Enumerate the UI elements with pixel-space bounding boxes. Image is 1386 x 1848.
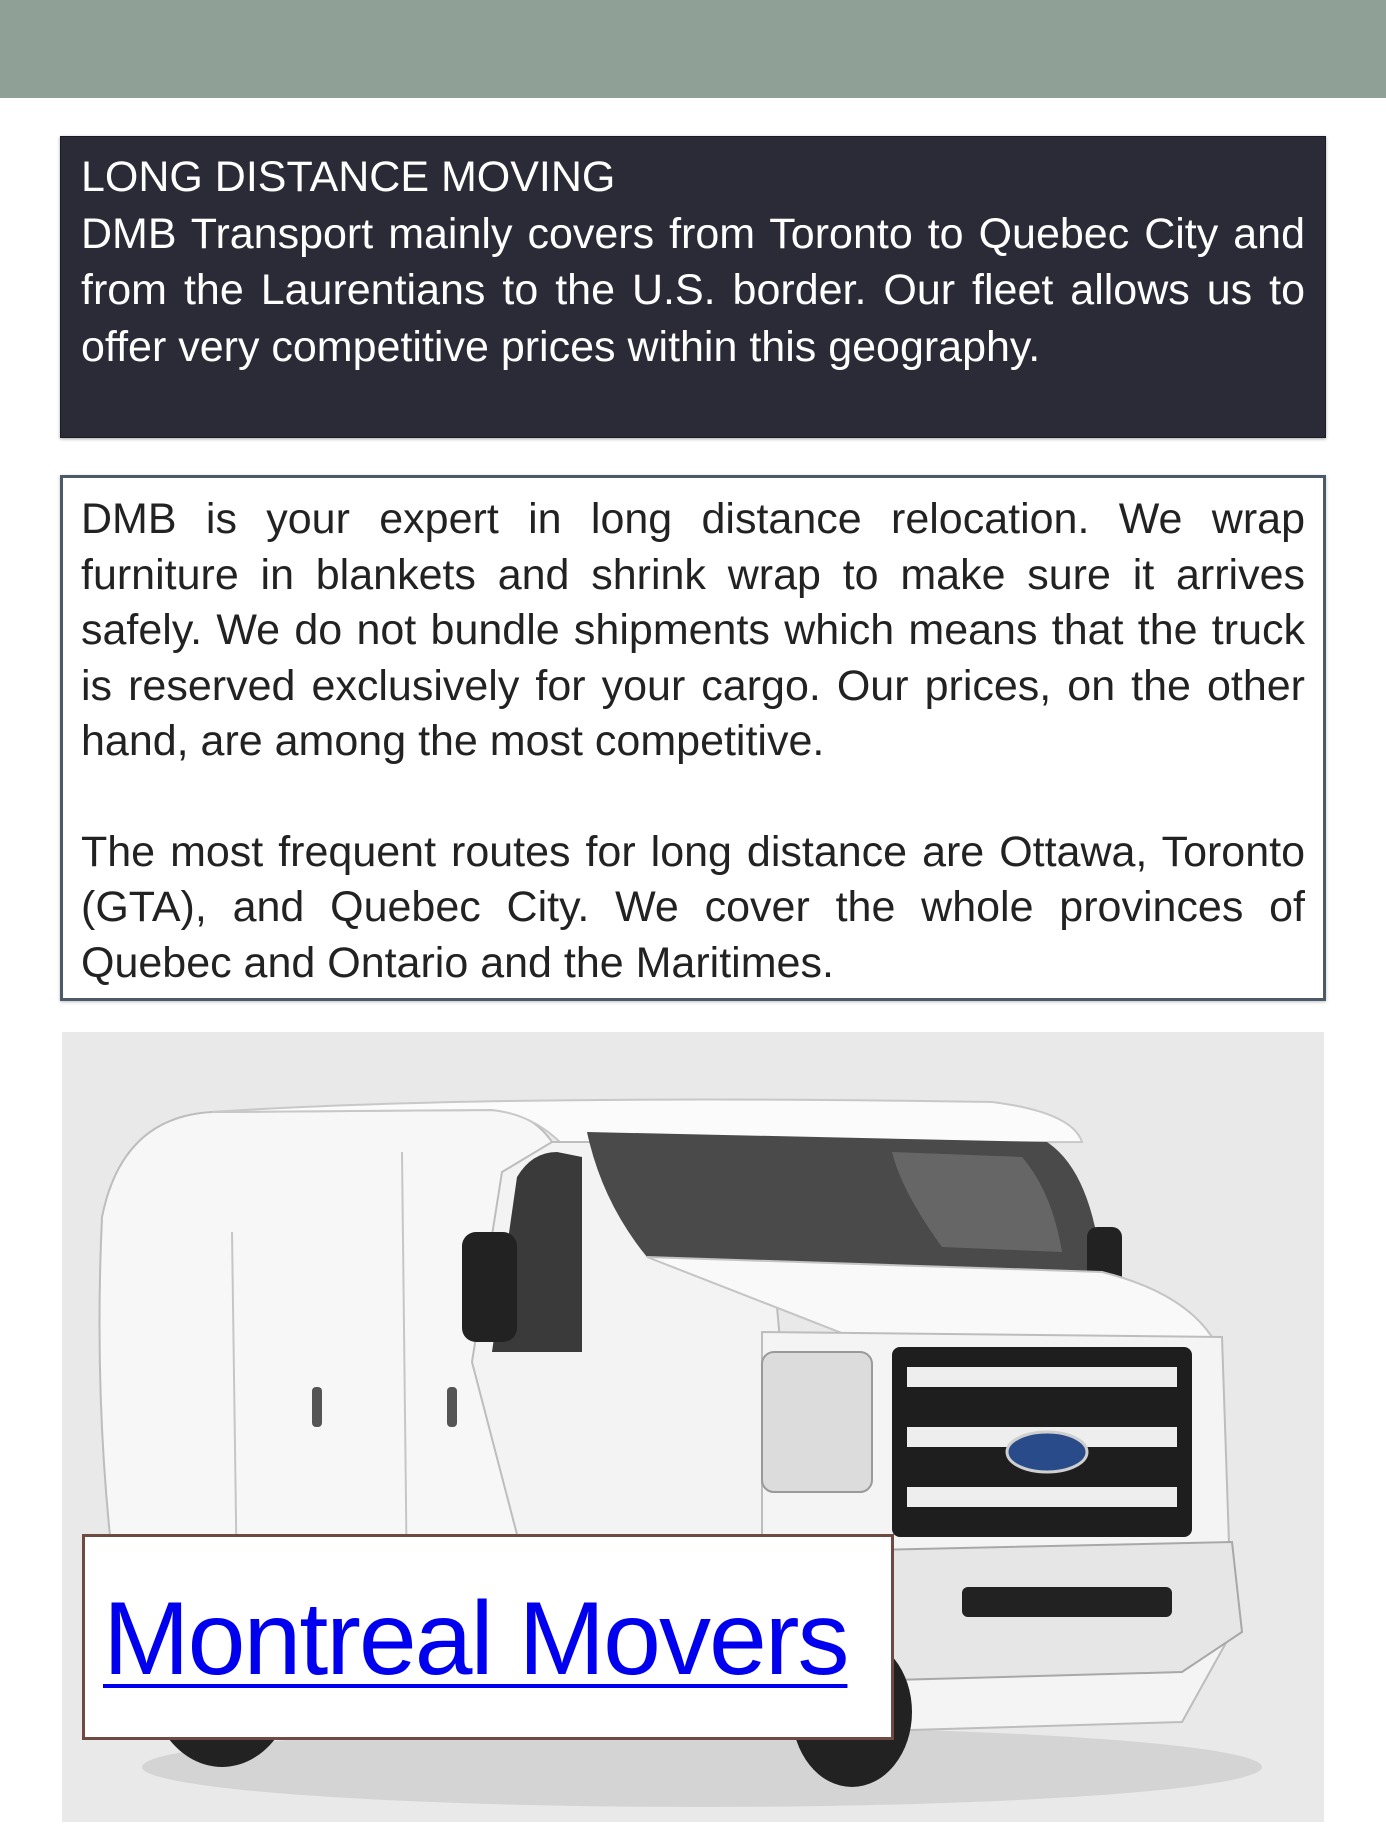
section-heading: LONG DISTANCE MOVING — [81, 153, 616, 201]
details-box — [60, 475, 1326, 1001]
montreal-movers-link[interactable]: Montreal Movers — [103, 1581, 848, 1697]
top-banner — [0, 0, 1386, 98]
long-distance-intro-box — [60, 136, 1326, 438]
section-intro-text: DMB Transport mainly covers from Toronto to Quebec City and from the Laurentians to the U.S. border. Our fleet allows us to offer very competitive prices within this geography. — [81, 209, 1305, 371]
details-paragraph-2: The most frequent routes for long distance are Ottawa, Toronto (GTA), and Quebec City. We cover the whole provinces of Quebec and Ontario and the Maritimes. — [81, 827, 1305, 987]
details-paragraph-1: DMB is your expert in long distance relocation. We wrap furniture in blankets and shrink wrap to make sure it arrives safely. We do not bundle shipments which means that the truck is reserved exclusively for your cargo. Our prices, on the other hand, are among the most competitive. — [81, 495, 1305, 765]
caption-box — [82, 1534, 894, 1740]
